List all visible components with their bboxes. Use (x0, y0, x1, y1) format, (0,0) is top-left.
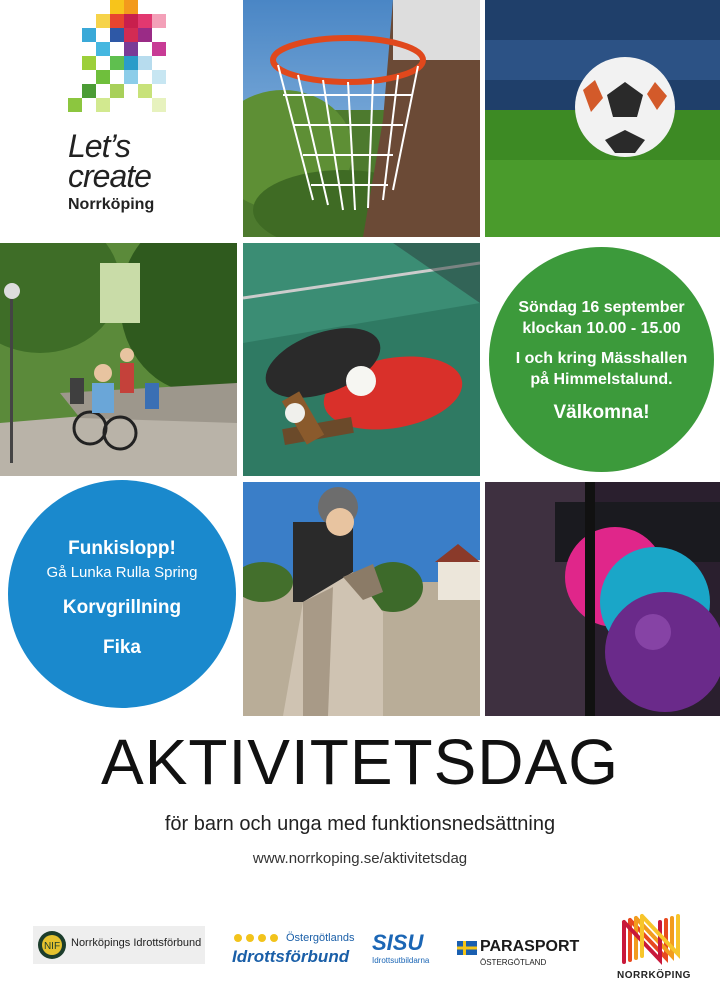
website-link[interactable]: www.norrkoping.se/aktivitetsdag (252, 850, 468, 867)
cycling-photo (0, 243, 237, 476)
football-photo (485, 0, 720, 237)
norrkoping-n-icon (614, 910, 694, 972)
event-place-line-2: på Himmelstalund. (530, 371, 673, 388)
norrkoping-kommun-logo (614, 910, 694, 990)
page-title: AKTIVITETSDAG (101, 726, 619, 798)
nif-name: Norrköpings Idrottsförbund (71, 937, 202, 949)
welcome-text: Välkomna! (553, 402, 650, 423)
subtitle: för barn och unga med funktionsnedsättning (164, 813, 556, 835)
parasport-sub: ÖSTERGÖTLAND (480, 958, 547, 967)
logo-line-2: create (68, 158, 151, 194)
event-info-badge (489, 247, 714, 472)
bowling-photo (485, 482, 720, 716)
swedish-flag-icon (457, 941, 477, 955)
activity-run: Funkislopp! (68, 538, 176, 559)
logo-line-1: Let’s (68, 128, 131, 164)
activity-grill: Korvgrillning (62, 597, 182, 618)
nif-crest-icon (37, 930, 67, 960)
sisu-logo (372, 930, 442, 970)
event-date: Söndag 16 september (518, 299, 685, 316)
ostergotlands-idrottsforbund-logo (230, 930, 360, 970)
horse-riding-photo (243, 482, 480, 716)
ogif-bottom: Idrottsförbund (232, 947, 350, 966)
activity-fika: Fika (102, 637, 142, 658)
sisu-sub: Idrottsutbildarna (372, 956, 430, 965)
ogif-dots-icon (232, 932, 292, 944)
kommun-name: NORRKÖPING (617, 970, 691, 981)
activity-run-sub: Gå Lunka Rulla Spring (46, 564, 198, 581)
lets-create-logo (0, 0, 237, 237)
svg-text:NIF: NIF (43, 941, 61, 952)
activities-badge (8, 480, 236, 708)
table-tennis-photo (243, 243, 480, 476)
logo-city: Norrköping (68, 196, 155, 213)
norrkopings-idrottsforbund-logo (33, 926, 205, 964)
ogif-top: Östergötlands (286, 932, 355, 944)
event-place-line-1: I och kring Mässhallen (515, 350, 688, 367)
sisu-name: SISU (372, 930, 424, 955)
parasport-name: PARASPORT (480, 938, 580, 955)
parasport-logo (457, 938, 580, 970)
event-time: klockan 10.00 - 15.00 (522, 320, 681, 337)
basketball-photo (243, 0, 480, 237)
